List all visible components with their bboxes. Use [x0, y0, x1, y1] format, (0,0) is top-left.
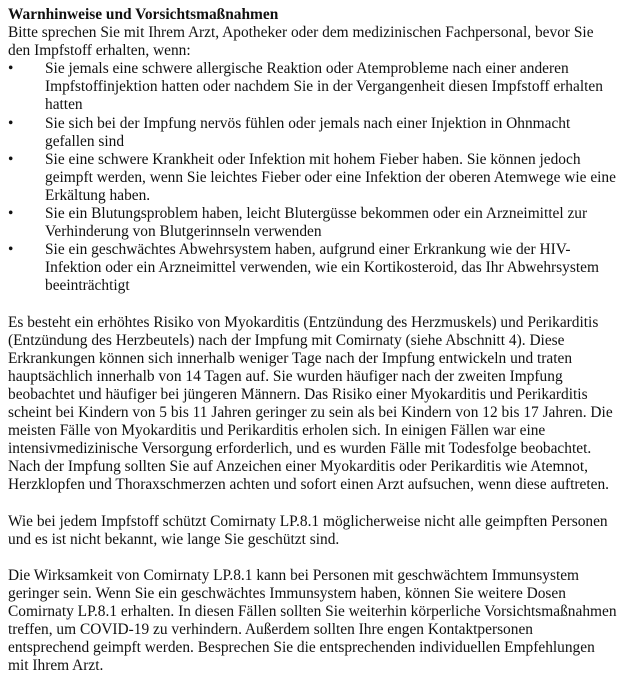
spacer: [8, 549, 617, 567]
bullet-icon: •: [8, 150, 14, 168]
protection-paragraph: Wie bei jedem Impfstoff schützt Comirnaty LP.8.1 möglicherweise nicht alle geimpften Personen und es ist nicht bekannt, wie lange Sie geschützt sind.: [8, 512, 608, 548]
list-item-text: Sie ein Blutungsproblem haben, leicht Blutergüsse bekommen oder ein Arzneimittel zur Verhinderung von Blutgerinnseln verwenden: [45, 205, 588, 241]
list-item: [8, 60, 617, 114]
list-item-text: Sie jemals eine schwere allergische Reaktion oder Atemprobleme nach einer anderen Impfstoffinjektion hatten oder nachdem Sie in der Vergangenheit diesen Impfstoff erhalten hatten: [45, 60, 603, 114]
list-item: [8, 115, 617, 151]
intro-paragraph: Bitte sprechen Sie mit Ihrem Arzt, Apotheker oder dem medizinischen Fachpersonal, bevor Sie den Impfstoff erhalten, wenn:: [8, 24, 594, 60]
section-heading: Warnhinweise und Vorsichtsmaßnahmen: [8, 6, 279, 23]
myocarditis-paragraph: Es besteht ein erhöhtes Risiko von Myokarditis (Entzündung des Herzmuskels) und Perikarditis (Entzündung des Herzbeutels) nach der Impfung mit Comirnaty (siehe Abschnitt 4). Diese Erkrankungen können sich innerhalb weniger Tage nach der Impfung entwickeln und traten hauptsächlich innerhalb von 14 Tagen auf. Sie wurden häufiger nach der zweiten Impfung beobachtet und häufiger bei jüngeren Männern. Das Risiko einer Myokarditis und Perikarditis scheint bei Kindern von 5 bis 11 Jahren geringer zu sein als bei Kindern von 12 bis 17 Jahren. Die meisten Fälle von Myokarditis und Perikarditis erholen sich. In einigen Fällen war eine intensivmedizinische Versorgung erforderlich, und es wurden Fälle mit Todesfolge beobachtet. Nach der Impfung sollten Sie auf Anzeichen einer Myokarditis oder Perikarditis wie Atemnot, Herzklopfen und Thoraxschmerzen achten und sofort einen Arzt aufsuchen, wenn diese auftreten.: [8, 313, 613, 494]
bullet-icon: •: [8, 205, 14, 223]
spacer: [8, 296, 617, 314]
bullet-icon: •: [8, 241, 14, 259]
bullet-icon: •: [8, 60, 14, 78]
list-item-text: Sie sich bei der Impfung nervös fühlen oder jemals nach einer Injektion in Ohnmacht gefallen sind: [45, 114, 571, 150]
list-item: [8, 151, 617, 205]
bullet-icon: •: [8, 114, 14, 132]
warning-list: [8, 60, 617, 295]
list-item: [8, 205, 617, 241]
spacer: [8, 495, 617, 513]
immunocompromised-paragraph: Die Wirksamkeit von Comirnaty LP.8.1 kann bei Personen mit geschwächtem Immunsystem geringer sein. Wenn Sie ein geschwächtes Immunsystem haben, können Sie weitere Dosen Comirnaty LP.8.1 erhalten. In diesen Fällen sollten Sie weiterhin körperliche Vorsichtsmaßnahmen treffen, um COVID-19 zu verhindern. Außerdem sollten Ihre engen Kontaktpersonen entsprechend geimpft werden. Besprechen Sie die entsprechenden individuellen Empfehlungen mit Ihrem Arzt.: [8, 566, 617, 675]
list-item-text: Sie ein geschwächtes Abwehrsystem haben, aufgrund einer Erkrankung wie der HIV-Infektion oder ein Arzneimittel verwenden, wie ein Kortikosteroid, das Ihr Abwehrsystem beeinträchtigt: [45, 241, 599, 295]
list-item-text: Sie eine schwere Krankheit oder Infektion mit hohem Fieber haben. Sie können jedoch geimpft werden, wenn Sie leichtes Fieber oder eine Infektion der oberen Atemwege wie eine Erkältung haben.: [45, 150, 616, 204]
list-item: [8, 241, 617, 295]
